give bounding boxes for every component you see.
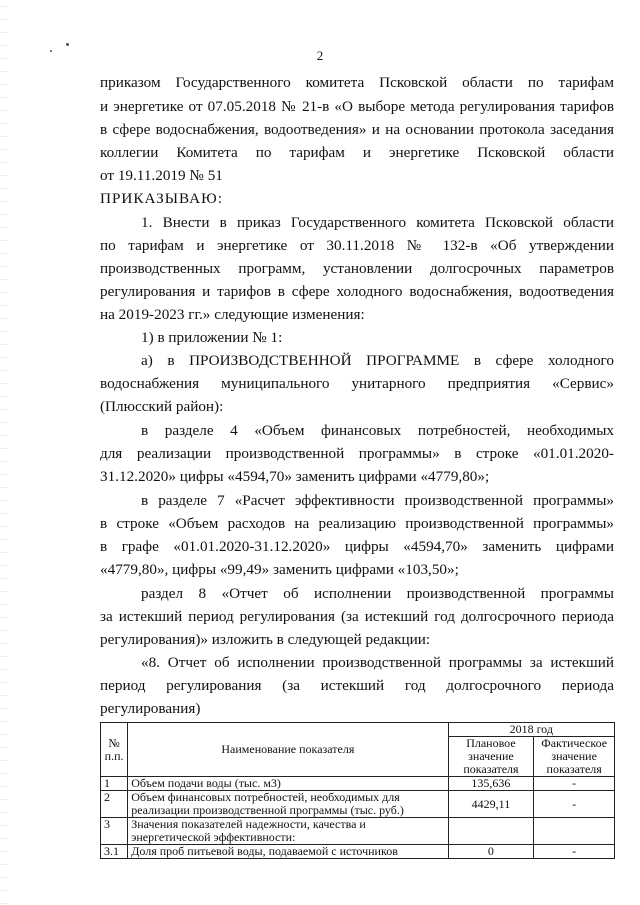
text-line: регулирования) <box>100 700 201 717</box>
row-fact: - <box>534 791 615 818</box>
text-line: водоснабжения муниципального унитарного предприятия «Сервис» <box>100 375 614 392</box>
table-row <box>101 818 615 845</box>
table-header-row <box>101 723 615 737</box>
text-line: для реализации производственной программы» в строке «01.01.2020- <box>100 445 614 462</box>
row-name: Значения показателей надежности, качества и энергетической эффективности: <box>128 818 448 845</box>
row-fact: - <box>534 845 615 859</box>
text-line: коллегии Комитета по тарифам и энергетике Псковской области <box>100 144 614 161</box>
table-row <box>101 791 615 818</box>
text-line: в разделе 4 «Объем финансовых потребностей, необходимых <box>141 422 614 439</box>
text-line: приказом Государственного комитета Псковской области по тарифам <box>100 74 614 91</box>
row-plan <box>448 818 534 845</box>
header-plan: Плановое значение показателя <box>448 737 534 777</box>
text-line: период регулирования (за истекший год долгосрочного периода <box>100 677 614 694</box>
row-fact: - <box>534 777 615 791</box>
text-line: в сфере водоснабжения, водоотведения» и на основании протокола заседания <box>100 121 614 138</box>
text-line: (Плюсский район): <box>100 398 224 415</box>
scan-edge-artifact <box>0 0 8 905</box>
text-line: регулирования)» изложить в следующей редакции: <box>100 631 431 648</box>
text-line: «8. Отчет об исполнении производственной программы за истекший <box>141 654 614 671</box>
text-line: «4779,80», цифры «99,49» заменить цифрами «103,50»; <box>100 561 459 578</box>
text-line: на 2019-2023 гг.» следующие изменения: <box>100 306 365 323</box>
order-heading: ПРИКАЗЫВАЮ: <box>100 190 223 207</box>
header-fact: Фактическое значение показателя <box>534 737 615 777</box>
text-line: 31.12.2020» цифры «4594,70» заменить цифрами «4779,80»; <box>100 468 490 485</box>
text-line: по тарифам и энергетике от 30.11.2018 № 132-в «Об утверждении <box>100 237 614 254</box>
row-plan: 135,636 <box>448 777 534 791</box>
text-line: 1) в приложении № 1: <box>141 329 283 346</box>
report-table <box>100 722 615 859</box>
scan-speck <box>66 43 69 46</box>
row-plan: 0 <box>448 845 534 859</box>
text-line: в графе «01.01.2020-31.12.2020» цифры «4594,70» заменить цифрами <box>100 538 614 555</box>
header-num: № п.п. <box>101 723 128 777</box>
text-line: а) в ПРОИЗВОДСТВЕННОЙ ПРОГРАММЕ в сфере холодного <box>141 352 614 369</box>
row-plan: 4429,11 <box>448 791 534 818</box>
text-line: регулирования и тарифов в сфере холодного водоснабжения, водоотведения <box>100 283 614 300</box>
text-line: в разделе 7 «Расчет эффективности производственной программы» <box>141 492 614 509</box>
row-fact <box>534 818 615 845</box>
row-num: 2 <box>101 791 128 818</box>
text-line: 1. Внести в приказ Государственного комитета Псковской области <box>141 214 614 231</box>
row-num: 3 <box>101 818 128 845</box>
text-line: производственных программ, установлении долгосрочных параметров <box>100 260 614 277</box>
table-row <box>101 777 615 791</box>
text-line: от 19.11.2019 № 51 <box>100 167 223 184</box>
text-line: за истекший период регулирования (за истекший год долгосрочного периода <box>100 608 614 625</box>
header-year: 2018 год <box>448 723 614 737</box>
row-name: Доля проб питьевой воды, подаваемой с источников <box>128 845 448 859</box>
page-number: 2 <box>316 48 324 63</box>
table-row <box>101 845 615 859</box>
text-line: раздел 8 «Отчет об исполнении производственной программы <box>141 585 614 602</box>
text-line: и энергетике от 07.05.2018 № 21-в «О выборе метода регулирования тарифов <box>100 98 614 115</box>
row-name: Объем финансовых потребностей, необходимых для реализации производственной программы (тыс. руб.) <box>128 791 448 818</box>
text-line: в строке «Объем расходов на реализацию производственной программы» <box>100 515 614 532</box>
row-num: 1 <box>101 777 128 791</box>
row-name: Объем подачи воды (тыс. м3) <box>128 777 448 791</box>
header-name: Наименование показателя <box>128 723 448 777</box>
row-num: 3.1 <box>101 845 128 859</box>
